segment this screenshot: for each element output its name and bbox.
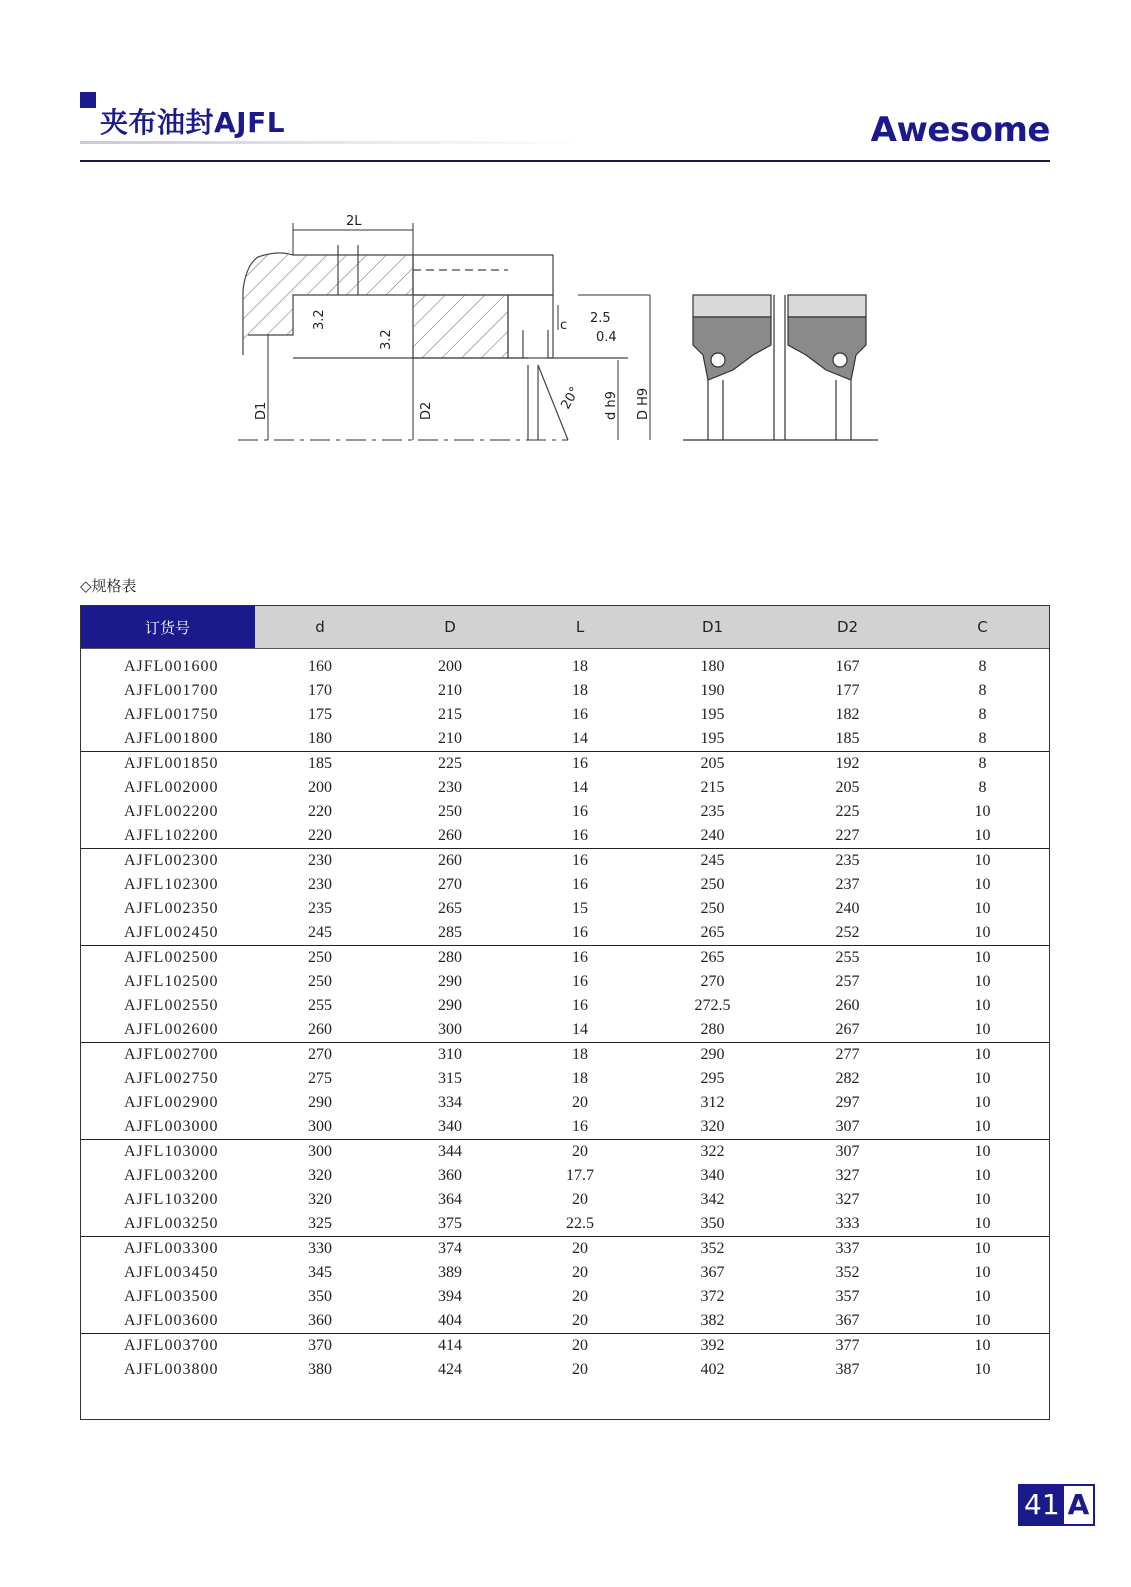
value-cell: 10 — [915, 1018, 1050, 1043]
value-cell: 370 — [308, 1337, 332, 1354]
value-cell: 20 — [572, 1288, 588, 1305]
table-row — [80, 800, 1050, 824]
col-header-D1: D1 — [645, 606, 780, 649]
table-row — [80, 1067, 1050, 1091]
value-cell: 235 — [700, 803, 725, 820]
value-cell: 10 — [974, 1167, 991, 1184]
value-cell: 14 — [572, 779, 588, 796]
order-no-cell: AJFL002550 — [124, 997, 219, 1014]
value-cell: 350 — [308, 1288, 332, 1305]
value-cell: 255 — [835, 949, 860, 966]
value-cell: 270 — [700, 973, 725, 990]
table-row — [80, 752, 1050, 777]
label-2l: 2L — [346, 214, 362, 229]
table-row — [80, 1212, 1050, 1237]
value-cell: 367 — [780, 1309, 915, 1334]
value-cell: 424 — [438, 1361, 462, 1378]
order-no-cell: AJFL002600 — [80, 1018, 255, 1043]
spec-table-label: ◇规格表 — [80, 577, 137, 595]
value-cell: 260 — [255, 1018, 385, 1043]
value-cell: 290 — [308, 1094, 332, 1111]
value-cell: 180 — [700, 658, 725, 675]
page-title: 夹布油封AJFL — [100, 106, 286, 139]
col-header-C: C — [915, 606, 1050, 649]
value-cell: 300 — [255, 1115, 385, 1140]
value-cell: 205 — [835, 779, 860, 796]
order-no-cell: AJFL002450 — [80, 921, 255, 946]
value-cell: 10 — [915, 1115, 1050, 1140]
value-cell: 14 — [515, 727, 645, 752]
value-cell: 265 — [438, 900, 462, 917]
table-row — [80, 649, 1050, 680]
order-no-cell: AJFL003300 — [124, 1240, 219, 1257]
value-cell: 330 — [308, 1240, 332, 1257]
order-no-cell: AJFL002000 — [124, 779, 219, 796]
value-cell: 402 — [700, 1361, 725, 1378]
value-cell: 18 — [572, 1070, 588, 1087]
order-no-cell: AJFL002500 — [124, 949, 219, 966]
value-cell: 277 — [835, 1046, 860, 1063]
value-cell: 205 — [700, 755, 725, 772]
value-cell: 345 — [308, 1264, 332, 1281]
order-no-cell: AJFL002900 — [124, 1094, 219, 1111]
value-cell: 235 — [835, 852, 860, 869]
value-cell: 10 — [974, 852, 991, 869]
order-no-cell: AJFL001700 — [124, 682, 219, 699]
table-row — [80, 1140, 1050, 1165]
value-cell: 300 — [308, 1143, 332, 1160]
value-cell: 220 — [255, 824, 385, 849]
value-cell: 267 — [780, 1018, 915, 1043]
value-cell: 10 — [974, 900, 991, 917]
value-cell: 200 — [438, 658, 462, 675]
value-cell: 360 — [255, 1309, 385, 1334]
value-cell: 230 — [438, 779, 462, 796]
value-cell: 16 — [572, 973, 588, 990]
value-cell: 10 — [915, 824, 1050, 849]
value-cell: 10 — [974, 1361, 991, 1378]
table-row — [80, 1261, 1050, 1285]
value-cell: 377 — [835, 1337, 860, 1354]
value-cell: 382 — [645, 1309, 780, 1334]
table-row — [80, 1018, 1050, 1043]
value-cell: 17.7 — [566, 1167, 594, 1184]
value-cell: 280 — [438, 949, 462, 966]
label-roughness-32a: 3.2 — [312, 309, 327, 330]
label-DH9: D H9 — [636, 387, 651, 420]
table-row — [80, 1043, 1050, 1068]
value-cell: 352 — [835, 1264, 860, 1281]
value-cell: 340 — [700, 1167, 725, 1184]
brand-logo: Awesome — [870, 110, 1050, 150]
order-no-cell: AJFL003450 — [124, 1264, 219, 1281]
value-cell: 374 — [438, 1240, 462, 1257]
value-cell: 160 — [308, 658, 332, 675]
value-cell: 16 — [572, 997, 588, 1014]
value-cell: 372 — [700, 1288, 725, 1305]
value-cell: 252 — [780, 921, 915, 946]
value-cell: 340 — [385, 1115, 515, 1140]
value-cell: 16 — [515, 824, 645, 849]
table-row — [80, 849, 1050, 874]
value-cell: 245 — [255, 921, 385, 946]
value-cell: 8 — [978, 706, 987, 723]
value-cell: 10 — [974, 1046, 991, 1063]
value-cell: 20 — [572, 1361, 588, 1378]
value-cell: 257 — [835, 973, 860, 990]
value-cell: 16 — [572, 949, 588, 966]
seal-profile — [683, 295, 878, 440]
page-letter: A — [1064, 1486, 1094, 1524]
value-cell: 300 — [385, 1018, 515, 1043]
value-cell: 334 — [438, 1094, 462, 1111]
value-cell: 210 — [438, 682, 462, 699]
value-cell: 230 — [308, 852, 332, 869]
label-roughness-32b: 3.2 — [379, 329, 394, 350]
value-cell: 10 — [915, 1309, 1050, 1334]
value-cell: 255 — [308, 997, 332, 1014]
value-cell: 290 — [438, 997, 462, 1014]
value-cell: 10 — [974, 949, 991, 966]
order-no-cell: AJFL003800 — [124, 1361, 219, 1378]
value-cell: 10 — [974, 803, 991, 820]
value-cell: 375 — [385, 1212, 515, 1237]
table-row — [80, 946, 1050, 971]
value-cell: 182 — [835, 706, 860, 723]
value-cell: 260 — [385, 824, 515, 849]
table-row — [80, 994, 1050, 1018]
value-cell: 20 — [572, 1094, 588, 1111]
value-cell: 10 — [974, 876, 991, 893]
table-row — [80, 897, 1050, 921]
col-header-D: D — [385, 606, 515, 649]
value-cell: 282 — [835, 1070, 860, 1087]
value-cell: 10 — [974, 1264, 991, 1281]
page-number: 41 — [1020, 1486, 1064, 1524]
value-cell: 10 — [974, 973, 991, 990]
value-cell: 180 — [255, 727, 385, 752]
value-cell: 285 — [385, 921, 515, 946]
label-dh9: d h9 — [604, 391, 619, 420]
value-cell: 364 — [438, 1191, 462, 1208]
value-cell: 20 — [572, 1143, 588, 1160]
value-cell: 220 — [308, 803, 332, 820]
value-cell: 307 — [835, 1143, 860, 1160]
col-header-d: d — [255, 606, 385, 649]
value-cell: 16 — [572, 852, 588, 869]
table-row — [80, 1237, 1050, 1262]
order-no-cell: AJFL102300 — [124, 876, 219, 893]
value-cell: 22.5 — [515, 1212, 645, 1237]
label-c: c — [560, 318, 568, 333]
value-cell: 394 — [438, 1288, 462, 1305]
table-row — [80, 1164, 1050, 1188]
value-cell: 367 — [700, 1264, 725, 1281]
table-row — [80, 1334, 1050, 1359]
value-cell: 235 — [308, 900, 332, 917]
order-no-cell: AJFL003700 — [124, 1337, 219, 1354]
value-cell: 170 — [308, 682, 332, 699]
value-cell: 10 — [974, 1070, 991, 1087]
value-cell: 380 — [308, 1361, 332, 1378]
order-no-cell: AJFL003500 — [124, 1288, 219, 1305]
value-cell: 195 — [645, 727, 780, 752]
order-no-cell: AJFL003200 — [124, 1167, 219, 1184]
value-cell: 275 — [308, 1070, 332, 1087]
table-row — [80, 1285, 1050, 1309]
value-cell: 10 — [974, 1240, 991, 1257]
value-cell: 10 — [915, 1212, 1050, 1237]
value-cell: 10 — [974, 1094, 991, 1111]
value-cell: 10 — [974, 997, 991, 1014]
value-cell: 8 — [978, 755, 987, 772]
value-cell: 20 — [572, 1240, 588, 1257]
value-cell: 250 — [700, 900, 725, 917]
table-row — [80, 873, 1050, 897]
value-cell: 225 — [835, 803, 860, 820]
value-cell: 344 — [438, 1143, 462, 1160]
value-cell: 195 — [700, 706, 725, 723]
header-square-icon — [80, 92, 96, 108]
order-no-cell: AJFL001850 — [124, 755, 219, 772]
value-cell: 265 — [700, 949, 725, 966]
value-cell: 337 — [835, 1240, 860, 1257]
value-cell: 265 — [645, 921, 780, 946]
value-cell: 307 — [780, 1115, 915, 1140]
table-row — [80, 1091, 1050, 1115]
value-cell: 414 — [438, 1337, 462, 1354]
value-cell: 16 — [572, 755, 588, 772]
order-no-cell: AJFL003000 — [80, 1115, 255, 1140]
label-roughness-25: 2.5 — [590, 311, 611, 326]
value-cell: 16 — [572, 876, 588, 893]
table-row — [80, 1115, 1050, 1140]
value-cell: 327 — [835, 1191, 860, 1208]
col-header-L: L — [515, 606, 645, 649]
value-cell: 404 — [385, 1309, 515, 1334]
value-cell: 290 — [700, 1046, 725, 1063]
value-cell: 250 — [700, 876, 725, 893]
value-cell: 18 — [572, 682, 588, 699]
value-cell: 389 — [438, 1264, 462, 1281]
value-cell: 8 — [978, 779, 987, 796]
value-cell: 175 — [308, 706, 332, 723]
table-row — [80, 776, 1050, 800]
value-cell: 327 — [835, 1167, 860, 1184]
value-cell: 350 — [645, 1212, 780, 1237]
value-cell: 260 — [835, 997, 860, 1014]
table-row — [80, 921, 1050, 946]
value-cell: 167 — [835, 658, 860, 675]
value-cell: 227 — [780, 824, 915, 849]
table-row — [80, 970, 1050, 994]
value-cell: 18 — [572, 658, 588, 675]
label-d2: D2 — [419, 401, 434, 420]
value-cell: 325 — [255, 1212, 385, 1237]
value-cell: 20 — [572, 1191, 588, 1208]
value-cell: 190 — [700, 682, 725, 699]
value-cell: 10 — [974, 1191, 991, 1208]
value-cell: 315 — [438, 1070, 462, 1087]
table-row — [80, 1188, 1050, 1212]
value-cell: 210 — [385, 727, 515, 752]
spec-table — [80, 605, 1050, 1382]
value-cell: 10 — [974, 1337, 991, 1354]
order-no-cell: AJFL003600 — [80, 1309, 255, 1334]
value-cell: 215 — [438, 706, 462, 723]
value-cell: 230 — [308, 876, 332, 893]
value-cell: 270 — [438, 876, 462, 893]
value-cell: 322 — [700, 1143, 725, 1160]
value-cell: 185 — [780, 727, 915, 752]
value-cell: 352 — [700, 1240, 725, 1257]
value-cell: 185 — [308, 755, 332, 772]
value-cell: 245 — [700, 852, 725, 869]
order-no-cell: AJFL001800 — [80, 727, 255, 752]
order-no-cell: AJFL103000 — [124, 1143, 219, 1160]
value-cell: 16 — [515, 921, 645, 946]
value-cell: 312 — [700, 1094, 725, 1111]
table-row — [80, 1358, 1050, 1382]
value-cell: 272.5 — [694, 997, 731, 1014]
table-row — [80, 679, 1050, 703]
value-cell: 270 — [308, 1046, 332, 1063]
order-no-cell: AJFL002750 — [124, 1070, 219, 1087]
value-cell: 260 — [438, 852, 462, 869]
label-roughness-04: 0.4 — [596, 330, 617, 345]
value-cell: 15 — [572, 900, 588, 917]
value-cell: 297 — [835, 1094, 860, 1111]
value-cell: 250 — [308, 973, 332, 990]
value-cell: 8 — [915, 727, 1050, 752]
value-cell: 215 — [700, 779, 725, 796]
value-cell: 16 — [572, 706, 588, 723]
value-cell: 240 — [645, 824, 780, 849]
value-cell: 387 — [835, 1361, 860, 1378]
value-cell: 250 — [308, 949, 332, 966]
table-row — [80, 1309, 1050, 1334]
value-cell: 192 — [835, 755, 860, 772]
value-cell: 280 — [645, 1018, 780, 1043]
value-cell: 342 — [700, 1191, 725, 1208]
value-cell: 320 — [645, 1115, 780, 1140]
technical-drawing — [238, 205, 888, 450]
order-no-cell: AJFL001750 — [124, 706, 219, 723]
value-cell: 200 — [308, 779, 332, 796]
value-cell: 392 — [700, 1337, 725, 1354]
value-cell: 20 — [572, 1264, 588, 1281]
order-no-cell: AJFL002200 — [124, 803, 219, 820]
table-header-row — [80, 606, 1050, 649]
label-angle: 20° — [558, 384, 583, 412]
value-cell: 177 — [835, 682, 860, 699]
value-cell: 357 — [835, 1288, 860, 1305]
order-no-cell: AJFL002350 — [124, 900, 219, 917]
value-cell: 320 — [308, 1191, 332, 1208]
order-no-cell: AJFL002300 — [124, 852, 219, 869]
header-rule — [80, 160, 1050, 162]
value-cell: 320 — [308, 1167, 332, 1184]
order-no-cell: AJFL003250 — [80, 1212, 255, 1237]
value-cell: 20 — [515, 1309, 645, 1334]
page-number-badge — [1018, 1484, 1095, 1526]
value-cell: 290 — [438, 973, 462, 990]
table-row — [80, 703, 1050, 727]
order-no-cell: AJFL102500 — [124, 973, 219, 990]
table-body — [80, 649, 1050, 1383]
table-row — [80, 727, 1050, 752]
value-cell: 10 — [974, 1143, 991, 1160]
order-no-cell: AJFL001600 — [124, 658, 219, 675]
value-cell: 240 — [835, 900, 860, 917]
value-cell: 8 — [978, 658, 987, 675]
order-no-cell: AJFL002700 — [124, 1046, 219, 1063]
value-cell: 295 — [700, 1070, 725, 1087]
value-cell: 250 — [438, 803, 462, 820]
title-underline — [80, 141, 580, 144]
value-cell: 16 — [572, 803, 588, 820]
value-cell: 10 — [974, 1288, 991, 1305]
value-cell: 8 — [978, 682, 987, 699]
value-cell: 310 — [438, 1046, 462, 1063]
value-cell: 333 — [780, 1212, 915, 1237]
value-cell: 10 — [915, 921, 1050, 946]
value-cell: 18 — [572, 1046, 588, 1063]
col-header-D2: D2 — [780, 606, 915, 649]
col-header-order-no: 订货号 — [80, 606, 255, 649]
table-row — [80, 824, 1050, 849]
value-cell: 225 — [438, 755, 462, 772]
value-cell: 360 — [438, 1167, 462, 1184]
label-d1: D1 — [254, 401, 269, 420]
value-cell: 237 — [835, 876, 860, 893]
order-no-cell: AJFL103200 — [124, 1191, 219, 1208]
order-no-cell: AJFL102200 — [80, 824, 255, 849]
value-cell: 16 — [515, 1115, 645, 1140]
value-cell: 20 — [572, 1337, 588, 1354]
value-cell: 14 — [515, 1018, 645, 1043]
